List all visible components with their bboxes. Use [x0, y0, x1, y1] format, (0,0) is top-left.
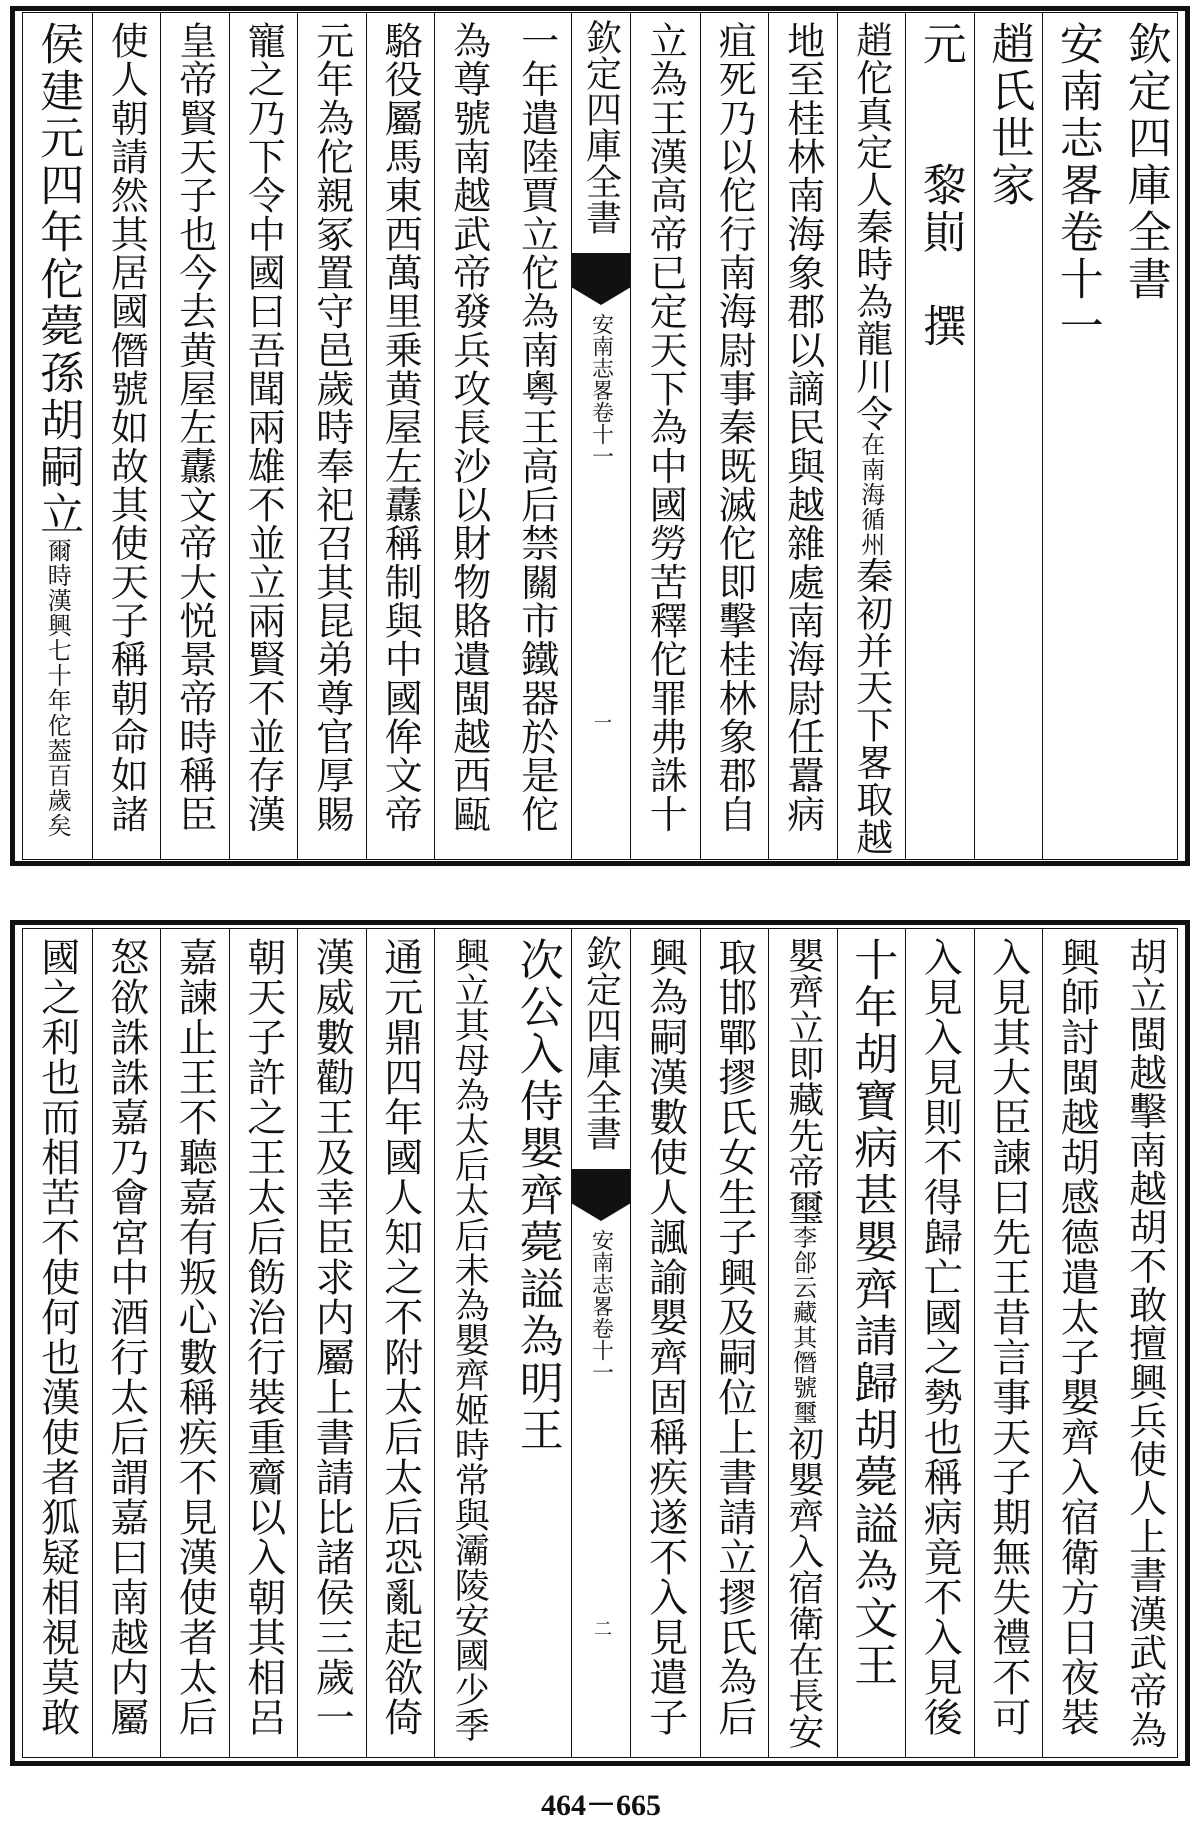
text-column	[1111, 929, 1180, 1757]
text-column	[23, 13, 92, 859]
text-column	[768, 929, 837, 1757]
text-column	[366, 929, 435, 1757]
column-text	[985, 937, 1031, 1737]
column-main-text: 興為嗣漢數使人諷諭嬰齊固稱疾遂不入見遣子	[642, 937, 688, 1737]
column-text	[309, 21, 354, 833]
column-tail-text: 初嬰齊入宿衛在長安	[782, 1425, 824, 1749]
bottom-gutter-page-number: 二	[591, 1619, 612, 1637]
bottom-page-columns	[22, 928, 1178, 1758]
column-main-text: 為尊號南越武帝發兵攻長沙以財物賂遺閩越西甌	[446, 21, 491, 833]
column-main-text: 漢威數勸王及幸臣求内屬上書請比諸侯三歲一	[309, 937, 355, 1737]
text-column	[503, 929, 572, 1757]
column-main-text: 朝天子許之王太后飭治行裝重齎以入朝其相呂	[240, 937, 286, 1737]
column-text	[1054, 937, 1100, 1737]
column-main-text: 疽死乃以佗行南海尉事秦既滅佗即擊桂林象郡自	[712, 21, 757, 833]
column-text	[780, 21, 825, 833]
column-main-text: 趙氏世家	[983, 21, 1035, 209]
top-page	[0, 0, 1202, 870]
column-main-text: 寵之乃下令中國曰吾聞兩雄不並立兩賢不並存漢	[241, 21, 286, 833]
bottom-gutter-fishtail	[572, 1169, 630, 1203]
text-column	[160, 13, 229, 859]
top-gutter-subtitle: 安南志畧卷十一	[588, 313, 614, 467]
text-column	[905, 13, 974, 859]
column-text	[449, 937, 490, 1742]
column-main-text: 次公入侍嬰齊薨謚為明王	[511, 937, 563, 1454]
bottom-right-half	[631, 929, 1179, 1757]
text-column	[837, 13, 906, 859]
column-text	[914, 21, 966, 350]
text-column	[297, 929, 366, 1757]
column-text	[712, 21, 757, 833]
text-column	[160, 929, 229, 1757]
interlinear-note: 爾時漢興七十年佗葢百歲矣	[43, 538, 72, 838]
column-main-text: 一年遣陸賈立佗為南粵王高后禁關市鐵器於是佗	[514, 21, 559, 833]
column-text	[1119, 21, 1171, 303]
text-column	[700, 929, 769, 1757]
column-main-text: 嬰齊立即藏先帝璽	[782, 937, 824, 1225]
column-text	[846, 937, 898, 1689]
column-text	[514, 21, 559, 833]
column-text	[642, 937, 688, 1737]
text-column	[631, 929, 700, 1757]
column-main-text: 入見入見則不得歸亡國之勢也稱病竟不入見後	[917, 937, 963, 1737]
column-tail-text: 秦初并天下畧取越	[849, 556, 893, 856]
top-gutter-fishtail	[572, 253, 630, 287]
column-text	[309, 937, 355, 1737]
column-text	[917, 937, 963, 1737]
bottom-page	[0, 920, 1202, 1770]
top-gutter-page-number: 一	[591, 713, 612, 731]
column-text	[1122, 937, 1167, 1749]
column-text	[104, 21, 149, 833]
column-text	[103, 937, 149, 1737]
column-text	[782, 937, 824, 1749]
column-main-text: 興立其母為太后太后未為嬰齊姬時常與灞陵安國少季	[449, 937, 490, 1742]
bottom-gutter	[571, 929, 631, 1757]
column-text	[711, 937, 757, 1737]
column-text	[511, 937, 563, 1454]
column-main-text: 皇帝賢天子也今去黄屋左纛文帝大悦景帝時稱臣	[172, 21, 217, 833]
column-text	[240, 937, 286, 1737]
text-column	[92, 929, 161, 1757]
column-text	[643, 21, 688, 833]
interlinear-note: 李郃云藏其僭號璽	[788, 1225, 817, 1425]
column-main-text: 入見其大臣諫曰先王昔言事天子期無失禮不可	[985, 937, 1031, 1737]
column-main-text: 侯建元四年佗薨孫胡嗣立	[32, 21, 84, 538]
column-main-text: 使人朝請然其居國僭號如故其使天子稱朝命如諸	[104, 21, 149, 833]
page-footer-number: 464－665	[541, 1789, 661, 1822]
column-main-text: 立為王漢高帝已定天下為中國勞苦釋佗罪弗誅十	[643, 21, 688, 833]
text-column	[974, 13, 1043, 859]
text-column	[434, 929, 503, 1757]
column-text	[34, 937, 80, 1737]
column-main-text: 通元鼎四年國人知之不附太后太后恐亂起欲倚	[377, 937, 423, 1737]
column-main-text: 安南志畧卷十一	[1051, 21, 1103, 350]
text-column	[1042, 929, 1111, 1757]
column-text	[378, 21, 423, 833]
top-left-half	[23, 13, 571, 859]
column-main-text: 元年為佗親冢置守邑歲時奉祀召其昆弟尊官厚賜	[309, 21, 354, 833]
text-column	[1042, 13, 1111, 859]
column-main-text: 十年胡寶病甚嬰齊請歸胡薨謚為文王	[846, 937, 898, 1689]
column-text	[1051, 21, 1103, 350]
bottom-left-half	[23, 929, 571, 1757]
column-text	[377, 937, 423, 1737]
text-column	[1111, 13, 1180, 859]
column-main-text: 興師討閩越胡感德遣太子嬰齊入宿衛方日夜裝	[1054, 937, 1100, 1737]
column-main-text: 國之利也而相苦不使何也漢使者狐疑相視莫敢	[34, 937, 80, 1737]
text-column	[366, 13, 435, 859]
top-right-half	[631, 13, 1179, 859]
text-column	[768, 13, 837, 859]
column-text	[849, 21, 893, 856]
column-main-text: 取邯鄲摎氏女生子興及嗣位上書請立摎氏為后	[711, 937, 757, 1737]
column-text	[983, 21, 1035, 209]
top-gutter-title: 欽定四庫全書	[580, 19, 622, 235]
column-main-text: 嘉諫止王不聽嘉有叛心數稱疾不見漢使者太后	[172, 937, 218, 1737]
column-main-text: 怒欲誅誅嘉乃會宮中酒行太后謂嘉曰南越内屬	[103, 937, 149, 1737]
column-text	[241, 21, 286, 833]
text-column	[92, 13, 161, 859]
column-main-text: 趙佗真定人秦時為龍川令	[849, 21, 893, 432]
text-column	[837, 929, 906, 1757]
column-text	[32, 21, 84, 838]
text-column	[631, 13, 700, 859]
top-page-columns	[22, 12, 1178, 860]
bottom-gutter-subtitle: 安南志畧卷十一	[588, 1229, 614, 1383]
column-main-text: 地至桂林南海象郡以謫民與越雜處南海尉任囂病	[780, 21, 825, 833]
text-column	[434, 13, 503, 859]
column-main-text: 駱役屬馬東西萬里乗黄屋左纛稱制與中國侔文帝	[378, 21, 423, 833]
text-column	[297, 13, 366, 859]
text-column	[229, 929, 298, 1757]
text-column	[23, 929, 92, 1757]
text-column	[229, 13, 298, 859]
text-column	[700, 13, 769, 859]
text-column	[974, 929, 1043, 1757]
text-column	[905, 929, 974, 1757]
column-text	[172, 937, 218, 1737]
column-text	[446, 21, 491, 833]
column-main-text: 胡立閩越擊南越胡不敢擅興兵使人上書漢武帝為	[1122, 937, 1167, 1749]
top-gutter	[571, 13, 631, 859]
text-column	[503, 13, 572, 859]
column-main-text: 欽定四庫全書	[1119, 21, 1171, 303]
interlinear-note: 在南海循州	[856, 431, 885, 557]
column-main-text: 元 黎崱 撰	[914, 21, 966, 350]
bottom-gutter-title: 欽定四庫全書	[580, 935, 622, 1151]
column-text	[172, 21, 217, 833]
